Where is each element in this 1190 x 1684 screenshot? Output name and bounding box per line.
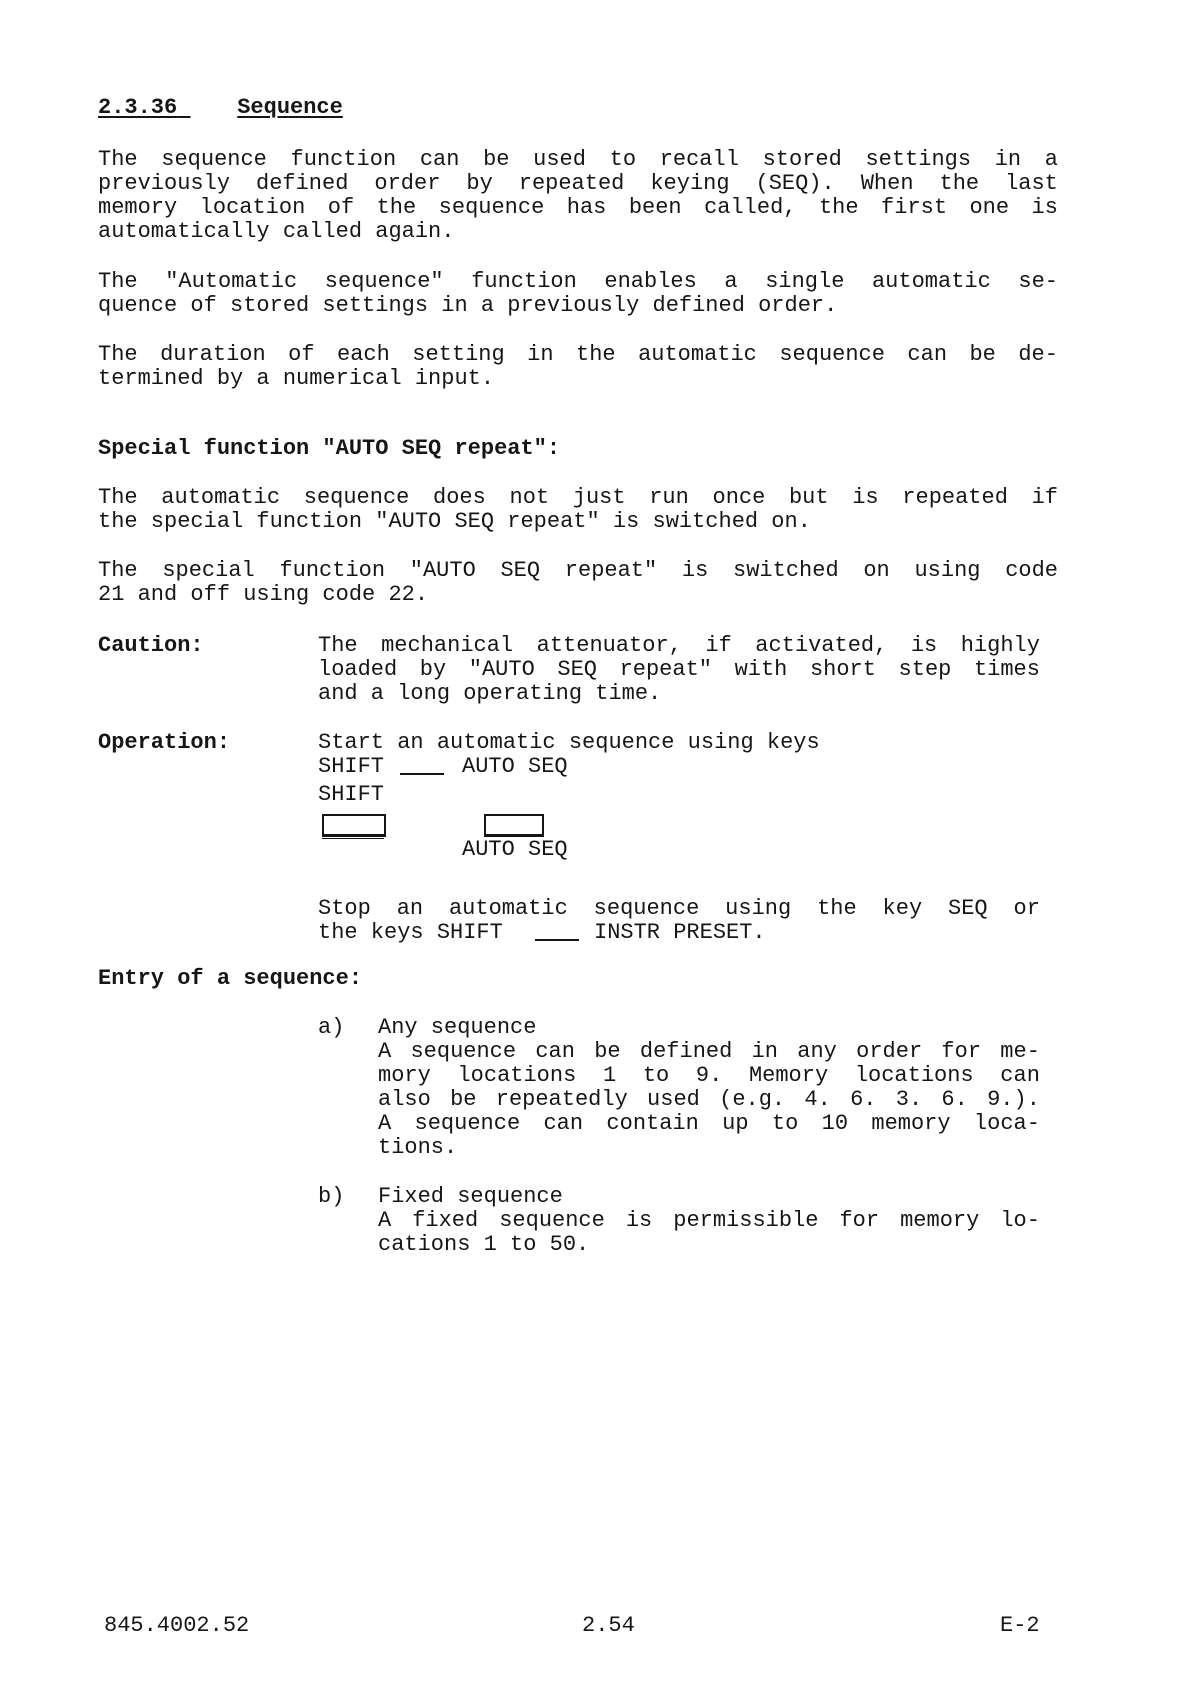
text-line: quence of stored settings in a previously defined order. — [98, 293, 838, 318]
word: mory — [378, 1063, 431, 1088]
auto-seq-key-icon — [484, 814, 544, 837]
word: sequence — [593, 896, 700, 921]
word: the — [376, 195, 417, 220]
section-number: 2.3.36 — [98, 95, 178, 120]
word: can — [543, 1111, 584, 1136]
word: the — [576, 342, 616, 367]
word: function — [471, 269, 577, 294]
word: to — [609, 147, 637, 172]
operation-start-line — [318, 731, 1040, 755]
word: been — [628, 195, 682, 220]
word: location — [199, 195, 306, 220]
word: is — [1031, 195, 1058, 220]
word: (e.g. — [719, 1087, 786, 1112]
word: sequence — [161, 147, 267, 172]
word: sequence — [414, 1111, 521, 1136]
word: is — [625, 1208, 653, 1233]
word: sequence — [410, 1039, 517, 1064]
word: for — [941, 1039, 982, 1064]
word: 10 — [821, 1111, 849, 1136]
word: switched — [733, 558, 839, 583]
word: the — [939, 171, 980, 196]
word: activated, — [755, 633, 888, 658]
word: defined — [256, 171, 349, 196]
word: using — [914, 558, 981, 583]
word: SEQ — [948, 896, 988, 921]
instr-preset-text: INSTR PRESET. — [594, 920, 766, 945]
text-line — [98, 343, 1058, 367]
word: me- — [1000, 1039, 1040, 1064]
word: of — [288, 342, 315, 367]
word: memory — [871, 1111, 951, 1136]
word: an — [396, 896, 424, 921]
word: just — [572, 485, 626, 510]
word: has — [566, 195, 607, 220]
word: to — [642, 1063, 670, 1088]
word: single — [765, 269, 845, 294]
word: locations — [854, 1063, 974, 1088]
word: can — [419, 147, 460, 172]
word: stored — [762, 147, 842, 172]
word: SEQ — [500, 558, 541, 583]
word: can — [535, 1039, 575, 1064]
word: "AUTO — [468, 657, 535, 682]
word: up — [722, 1111, 749, 1136]
word: The — [318, 633, 358, 658]
word: automatic — [871, 269, 991, 294]
word: 1 — [602, 1063, 617, 1088]
text-line: cations 1 to 50. — [378, 1232, 590, 1257]
word: each — [337, 342, 390, 367]
shift-key-label: SHIFT — [318, 782, 385, 807]
word: repeat" — [564, 558, 658, 583]
word: to — [771, 1111, 799, 1136]
text-line — [318, 897, 1040, 921]
word: contain — [606, 1111, 699, 1136]
word: previously — [98, 171, 231, 196]
word: first — [881, 195, 948, 220]
word: be — [594, 1039, 621, 1064]
word: the — [817, 896, 857, 921]
list-marker: a) — [318, 1015, 345, 1040]
special-function-heading: Special function "AUTO SEQ repeat": — [98, 436, 561, 461]
word: "Automatic — [165, 269, 298, 294]
word: or — [1013, 896, 1040, 921]
word: sequence — [438, 195, 545, 220]
text-line: tions. — [378, 1135, 458, 1160]
text-line — [318, 658, 1040, 682]
word: can — [907, 342, 948, 367]
operation-key-line — [318, 755, 384, 779]
word: repeated — [518, 171, 625, 196]
word: called, — [704, 195, 797, 220]
word: The — [98, 485, 138, 510]
word: memory — [98, 195, 178, 220]
word: sequence — [303, 485, 410, 510]
word: a — [1044, 147, 1058, 172]
text-line — [318, 634, 1040, 658]
word: sequence" — [324, 269, 444, 294]
word: by — [419, 657, 447, 682]
word: duration — [160, 342, 266, 367]
word: used — [533, 147, 586, 172]
word: loca- — [973, 1111, 1040, 1136]
word: The — [98, 558, 138, 583]
word: memory — [900, 1208, 980, 1233]
text-line — [98, 486, 1058, 510]
text-line: and a long operating time. — [318, 681, 662, 706]
text-line — [378, 1064, 1040, 1088]
word: The — [98, 269, 138, 294]
word: A — [378, 1208, 392, 1233]
text-line — [98, 148, 1058, 172]
word: using — [725, 896, 792, 921]
auto-seq-key-text: AUTO SEQ — [462, 754, 568, 779]
word: in — [994, 147, 1022, 172]
text-line — [98, 172, 1058, 196]
word: special — [162, 558, 255, 583]
text-line — [378, 1088, 1040, 1112]
word: step — [898, 657, 952, 682]
word: code — [1005, 558, 1058, 583]
shift-key-base — [322, 838, 384, 839]
stop-keys-text: the keys SHIFT — [318, 920, 503, 945]
word: for — [839, 1208, 880, 1233]
intro-paragraph-2 — [98, 270, 1058, 318]
word: be — [969, 342, 996, 367]
word: does — [433, 485, 486, 510]
word: The — [98, 147, 138, 172]
word: 6. — [941, 1087, 968, 1112]
word: key — [882, 896, 923, 921]
word: automatic — [448, 896, 568, 921]
word: short — [809, 657, 876, 682]
word: A — [378, 1039, 392, 1064]
word: is — [681, 558, 709, 583]
word: is — [852, 485, 879, 510]
word: 6. — [850, 1087, 877, 1112]
word: enables — [604, 269, 697, 294]
footer-page-number: 2.54 — [582, 1613, 635, 1638]
word: (SEQ). — [755, 171, 835, 196]
word: the — [818, 195, 859, 220]
word: keying — [650, 171, 730, 196]
word: be — [450, 1087, 477, 1112]
text-line: termined by a numerical input. — [98, 366, 495, 391]
word: 9. — [695, 1063, 723, 1088]
word: se- — [1018, 269, 1058, 294]
word: also — [378, 1087, 431, 1112]
list-item-fixed-sequence — [378, 1185, 1040, 1257]
word: function — [290, 147, 397, 172]
word: sequence — [499, 1208, 605, 1233]
key-connector-dash — [400, 773, 444, 775]
word: highly — [960, 633, 1040, 658]
word: "AUTO — [409, 558, 476, 583]
word: When — [860, 171, 914, 196]
special-paragraph-1 — [98, 486, 1058, 534]
section-title: Sequence — [237, 95, 343, 120]
word: lo- — [1000, 1208, 1040, 1233]
caution-label: Caution: — [98, 633, 204, 658]
text-line — [98, 270, 1058, 294]
word: locations — [457, 1063, 577, 1088]
text-line — [378, 1209, 1040, 1233]
footer-doc-number: 845.4002.52 — [104, 1613, 250, 1638]
word: automatic — [638, 342, 757, 367]
operation-stop-text — [318, 897, 1040, 921]
word: order — [374, 171, 441, 196]
word: defined — [639, 1039, 733, 1064]
word: function — [279, 558, 386, 583]
word: in — [527, 342, 554, 367]
word: if — [1031, 485, 1058, 510]
text-line: 21 and off using code 22. — [98, 582, 429, 607]
word: be — [483, 147, 510, 172]
word: is — [910, 633, 938, 658]
word: A — [378, 1111, 392, 1136]
word: a — [724, 269, 738, 294]
word: on — [863, 558, 890, 583]
caution-text — [318, 634, 1040, 706]
word: with — [734, 657, 788, 682]
word: order — [856, 1039, 923, 1064]
intro-paragraph-1 — [98, 148, 1058, 244]
word: sequence — [779, 342, 885, 367]
shift-key-text: SHIFT — [318, 754, 385, 779]
word: loaded — [318, 657, 398, 682]
text-line: automatically called again. — [98, 219, 455, 244]
word: can — [1000, 1063, 1040, 1088]
word: not — [509, 485, 550, 510]
text-line: Start an automatic sequence using keys — [318, 730, 820, 755]
word: SEQ — [557, 657, 597, 682]
text-line — [378, 1112, 1040, 1136]
text-line — [98, 196, 1058, 220]
word: The — [98, 342, 138, 367]
word: 3. — [895, 1087, 923, 1112]
word: automatic — [161, 485, 281, 510]
word: if — [705, 633, 732, 658]
operation-label: Operation: — [98, 730, 231, 755]
list-item-any-sequence — [378, 1016, 1040, 1160]
word: permissible — [673, 1208, 819, 1233]
shift-key-icon — [322, 814, 386, 837]
entry-heading: Entry of a sequence: — [98, 966, 363, 991]
word: attenuator, — [536, 633, 682, 658]
word: recall — [659, 147, 739, 172]
word: Memory — [748, 1063, 829, 1088]
special-paragraph-2 — [98, 559, 1058, 607]
word: repeated — [902, 485, 1008, 510]
text-line — [98, 559, 1058, 583]
key-connector-dash — [535, 939, 579, 941]
auto-seq-key-label: AUTO SEQ — [462, 837, 568, 862]
word: of — [327, 195, 355, 220]
word: 9.). — [987, 1087, 1040, 1112]
word: fixed — [412, 1208, 479, 1233]
word: any — [797, 1039, 837, 1064]
text-line — [378, 1040, 1040, 1064]
word: setting — [412, 342, 505, 367]
list-marker: b) — [318, 1184, 345, 1209]
section-heading — [98, 96, 343, 120]
text-line: the special function "AUTO SEQ repeat" is switched on. — [98, 509, 811, 534]
list-item-title: Fixed sequence — [378, 1184, 563, 1209]
word: last — [1005, 171, 1058, 196]
list-item-title: Any sequence — [378, 1015, 537, 1040]
intro-paragraph-3 — [98, 343, 1058, 391]
word: used — [647, 1087, 700, 1112]
footer-edition: E-2 — [1000, 1613, 1040, 1638]
word: settings — [865, 147, 972, 172]
word: de- — [1018, 342, 1058, 367]
word: by — [466, 171, 493, 196]
word: mechanical — [381, 633, 514, 658]
word: once — [712, 485, 766, 510]
word: but — [788, 485, 829, 510]
word: Stop — [318, 896, 371, 921]
word: times — [973, 657, 1040, 682]
word: one — [969, 195, 1010, 220]
word: run — [649, 485, 689, 510]
word: repeat" — [619, 657, 712, 682]
word: in — [751, 1039, 778, 1064]
word: 4. — [804, 1087, 831, 1112]
word: repeatedly — [495, 1087, 628, 1112]
